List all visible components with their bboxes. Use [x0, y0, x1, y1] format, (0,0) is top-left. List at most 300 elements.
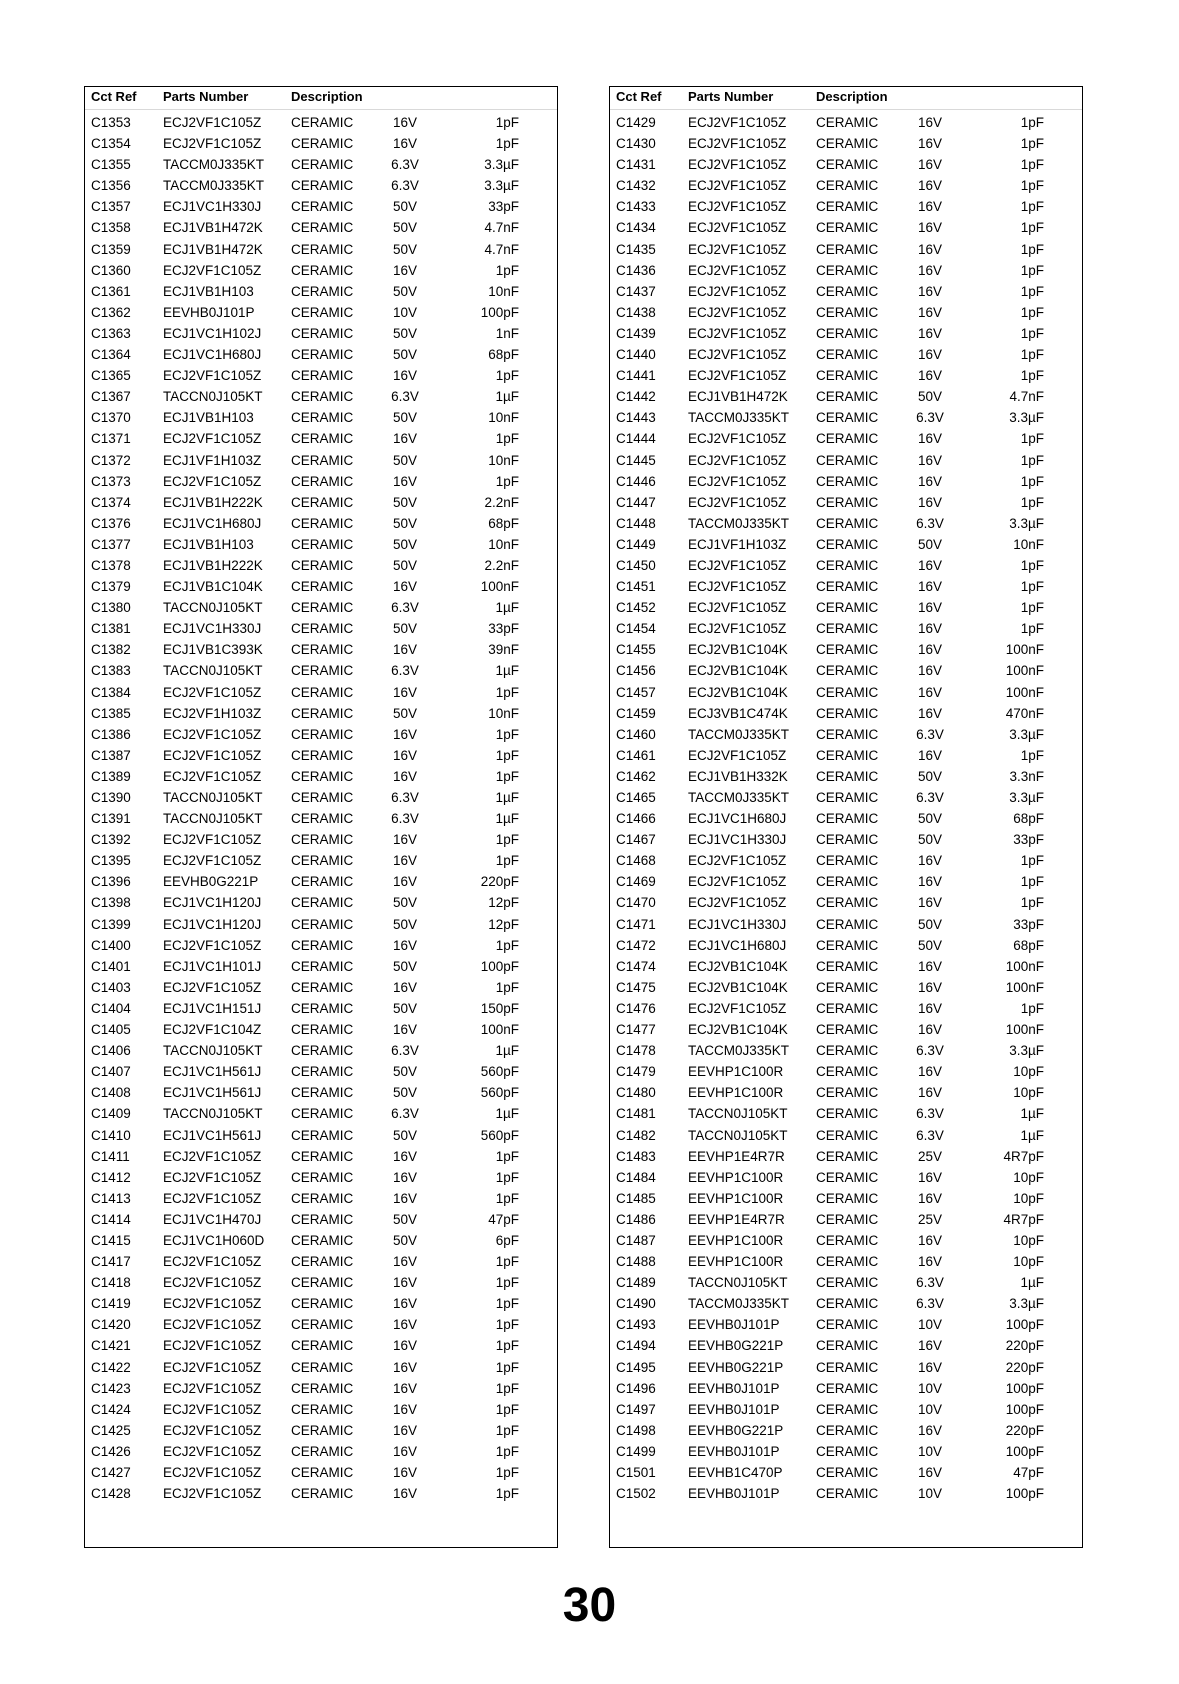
cct-ref-cell: C1496: [616, 1380, 656, 1396]
description-cell: CERAMIC: [816, 389, 879, 405]
description-cell: CERAMIC: [291, 747, 354, 763]
description-cell: CERAMIC: [816, 1190, 879, 1206]
table-row: [85, 1231, 557, 1252]
description-cell: CERAMIC: [291, 916, 354, 932]
voltage-cell: 50V: [917, 811, 943, 827]
parts-number-cell: ECJ2VF1H103Z: [163, 705, 262, 721]
parts-number-cell: ECJ1VC1H470J: [163, 1211, 262, 1227]
value-cell: 220pF: [1005, 1338, 1044, 1354]
cct-ref-cell: C1355: [91, 157, 131, 173]
value-cell: 4R7pF: [1003, 1148, 1044, 1164]
description-cell: CERAMIC: [291, 452, 354, 468]
description-cell: CERAMIC: [291, 157, 354, 173]
description-cell: CERAMIC: [291, 115, 354, 130]
description-cell: CERAMIC: [291, 410, 354, 426]
description-cell: CERAMIC: [816, 1443, 879, 1459]
description-cell: CERAMIC: [816, 368, 879, 384]
voltage-cell: 16V: [917, 979, 943, 995]
cct-ref-cell: C1411: [91, 1148, 130, 1164]
parts-number-cell: EEVHP1C100R: [688, 1085, 784, 1101]
cct-ref-cell: C1398: [91, 895, 131, 911]
cct-ref-cell: C1502: [616, 1486, 656, 1502]
parts-number-cell: TACCN0J105KT: [163, 811, 263, 827]
voltage-cell: 10V: [392, 304, 418, 320]
parts-number-cell: EEVHB0G221P: [688, 1338, 784, 1354]
cct-ref-cell: C1415: [91, 1232, 131, 1248]
voltage-cell: 16V: [917, 747, 943, 763]
cct-ref-cell: C1431: [616, 157, 656, 173]
description-cell: CERAMIC: [816, 304, 879, 320]
description-cell: CERAMIC: [816, 768, 879, 784]
voltage-cell: 16V: [392, 136, 418, 152]
description-cell: CERAMIC: [816, 283, 879, 299]
description-cell: CERAMIC: [291, 494, 354, 510]
parts-number-cell: ECJ2VF1C105Z: [163, 1443, 262, 1459]
voltage-cell: 50V: [917, 832, 943, 848]
page-number: 30: [562, 1579, 617, 1632]
cct-ref-cell: C1404: [91, 1000, 131, 1016]
table-row: [610, 1442, 1082, 1463]
table-row: [85, 1273, 557, 1294]
cct-ref-cell: C1376: [91, 515, 131, 531]
table-row: [610, 1400, 1082, 1421]
parts-number-cell: ECJ1VB1H103: [163, 410, 254, 426]
value-cell: 3.3µF: [1009, 790, 1044, 805]
voltage-cell: 16V: [917, 1169, 943, 1185]
value-cell: 12pF: [488, 895, 519, 911]
table-row: [610, 197, 1082, 218]
voltage-cell: 16V: [917, 368, 943, 384]
parts-number-cell: TACCN0J105KT: [163, 1043, 263, 1059]
value-cell: 1pF: [1020, 579, 1044, 595]
cct-ref-cell: C1353: [91, 115, 131, 130]
description-cell: CERAMIC: [291, 1022, 354, 1038]
table-row: [85, 1463, 557, 1484]
value-cell: 68pF: [488, 515, 519, 531]
parts-number-cell: ECJ2VF1C105Z: [163, 1190, 262, 1206]
parts-number-cell: ECJ2VF1C105Z: [163, 1338, 262, 1354]
description-cell: CERAMIC: [291, 874, 354, 890]
cct-ref-cell: C1412: [91, 1169, 131, 1185]
description-cell: CERAMIC: [816, 790, 879, 805]
voltage-cell: 16V: [392, 1317, 418, 1333]
value-cell: 220pF: [480, 874, 519, 890]
parts-number-cell: EEVHB1C470P: [688, 1465, 783, 1480]
parts-number-cell: ECJ2VF1C105Z: [163, 979, 262, 995]
table-row: [610, 1336, 1082, 1357]
parts-number-cell: ECJ2VF1C105Z: [688, 178, 787, 194]
table-row: [85, 640, 557, 661]
parts-number-cell: ECJ1VC1H680J: [688, 937, 787, 953]
voltage-cell: 50V: [392, 536, 418, 552]
voltage-cell: 16V: [392, 368, 418, 384]
value-cell: 1pF: [495, 1254, 519, 1270]
voltage-cell: 16V: [917, 157, 943, 173]
voltage-cell: 16V: [392, 1190, 418, 1206]
value-cell: 560pF: [480, 1127, 519, 1143]
value-cell: 68pF: [1013, 937, 1044, 953]
parts-number-cell: ECJ2VF1C105Z: [688, 220, 787, 236]
description-cell: CERAMIC: [291, 1443, 354, 1459]
table-row: [85, 261, 557, 282]
header-parts-number: Parts Number: [163, 89, 249, 104]
table-body: [85, 113, 557, 1505]
voltage-cell: 10V: [917, 1317, 943, 1333]
table-row: [85, 957, 557, 978]
value-cell: 3.3µF: [484, 178, 519, 194]
voltage-cell: 50V: [392, 1232, 418, 1248]
description-cell: CERAMIC: [291, 389, 354, 405]
parts-number-cell: EEVHB0J101P: [688, 1401, 780, 1417]
parts-number-cell: EEVHB0G221P: [688, 1359, 784, 1375]
voltage-cell: 16V: [392, 979, 418, 995]
description-cell: CERAMIC: [816, 431, 879, 447]
voltage-cell: 16V: [917, 241, 943, 257]
voltage-cell: 16V: [392, 642, 418, 658]
table-row: [85, 767, 557, 788]
parts-number-cell: ECJ2VF1C105Z: [688, 557, 787, 573]
parts-number-cell: ECJ1VC1H680J: [163, 347, 262, 363]
parts-number-cell: TACCN0J105KT: [163, 389, 263, 405]
table-row: [610, 788, 1082, 809]
parts-number-cell: ECJ3VB1C474K: [688, 705, 788, 721]
description-cell: CERAMIC: [816, 684, 879, 700]
table-row: [85, 218, 557, 239]
cct-ref-cell: C1467: [616, 832, 656, 848]
description-cell: CERAMIC: [816, 494, 879, 510]
description-cell: CERAMIC: [291, 515, 354, 531]
table-row: [85, 1168, 557, 1189]
value-cell: 1pF: [495, 684, 519, 700]
value-cell: 1µF: [495, 663, 519, 679]
table-row: [85, 535, 557, 556]
parts-number-cell: ECJ1VB1C393K: [163, 642, 263, 658]
voltage-cell: 16V: [917, 1064, 943, 1080]
table-row: [610, 1041, 1082, 1062]
description-cell: CERAMIC: [291, 1401, 354, 1417]
cct-ref-cell: C1432: [616, 178, 656, 194]
table-row: [85, 282, 557, 303]
table-row: [610, 893, 1082, 914]
table-row: [610, 1210, 1082, 1231]
voltage-cell: 16V: [917, 684, 943, 700]
cct-ref-cell: C1477: [616, 1022, 656, 1038]
voltage-cell: 50V: [917, 937, 943, 953]
cct-ref-cell: C1497: [616, 1401, 656, 1417]
cct-ref-cell: C1378: [91, 557, 131, 573]
parts-number-cell: ECJ1VB1H472K: [163, 241, 263, 257]
cct-ref-cell: C1448: [616, 515, 656, 531]
table-row: [610, 577, 1082, 598]
voltage-cell: 16V: [392, 115, 418, 130]
description-cell: CERAMIC: [291, 1486, 354, 1502]
parts-number-cell: ECJ2VF1C105Z: [163, 1317, 262, 1333]
voltage-cell: 50V: [392, 494, 418, 510]
voltage-cell: 6.3V: [391, 811, 419, 827]
description-cell: CERAMIC: [291, 726, 354, 742]
value-cell: 1pF: [495, 473, 519, 489]
table-row: [85, 1020, 557, 1041]
table-row: [85, 1379, 557, 1400]
voltage-cell: 50V: [392, 621, 418, 637]
voltage-cell: 50V: [392, 958, 418, 974]
description-cell: CERAMIC: [816, 1000, 879, 1016]
table-row: [610, 746, 1082, 767]
voltage-cell: 16V: [917, 853, 943, 869]
parts-number-cell: TACCM0J335KT: [688, 1043, 790, 1059]
table-row: [85, 809, 557, 830]
value-cell: 1pF: [1020, 136, 1044, 152]
voltage-cell: 16V: [917, 1254, 943, 1270]
voltage-cell: 6.3V: [391, 178, 419, 194]
description-cell: CERAMIC: [291, 705, 354, 721]
cct-ref-cell: C1494: [616, 1338, 656, 1354]
table-row: [85, 240, 557, 261]
table-row: [610, 1147, 1082, 1168]
description-cell: CERAMIC: [816, 536, 879, 552]
description-cell: CERAMIC: [816, 832, 879, 848]
cct-ref-cell: C1460: [616, 726, 656, 742]
parts-number-cell: ECJ2VF1C105Z: [688, 304, 787, 320]
parts-number-cell: ECJ1VC1H101J: [163, 958, 262, 974]
voltage-cell: 16V: [392, 768, 418, 784]
voltage-cell: 16V: [917, 1085, 943, 1101]
value-cell: 1pF: [495, 1401, 519, 1417]
cct-ref-cell: C1436: [616, 262, 656, 278]
parts-number-cell: TACCM0J335KT: [163, 157, 265, 173]
table-row: [610, 176, 1082, 197]
voltage-cell: 16V: [392, 726, 418, 742]
description-cell: CERAMIC: [816, 1085, 879, 1101]
voltage-cell: 16V: [917, 325, 943, 341]
table-row: [85, 1083, 557, 1104]
parts-number-cell: ECJ1VC1H060D: [163, 1232, 265, 1248]
description-cell: CERAMIC: [291, 262, 354, 278]
value-cell: 560pF: [480, 1064, 519, 1080]
description-cell: CERAMIC: [291, 1064, 354, 1080]
voltage-cell: 16V: [392, 579, 418, 595]
description-cell: CERAMIC: [816, 410, 879, 426]
description-cell: CERAMIC: [291, 1085, 354, 1101]
cct-ref-cell: C1423: [91, 1380, 131, 1396]
description-cell: CERAMIC: [291, 325, 354, 341]
parts-number-cell: ECJ2VF1C105Z: [163, 368, 262, 384]
table-row: [85, 830, 557, 851]
value-cell: 1µF: [1020, 1275, 1044, 1291]
voltage-cell: 25V: [917, 1211, 943, 1227]
parts-number-cell: ECJ2VB1C104K: [688, 684, 788, 700]
header-description: Description: [291, 89, 363, 104]
value-cell: 100pF: [1005, 1443, 1044, 1459]
description-cell: CERAMIC: [291, 1296, 354, 1312]
value-cell: 1pF: [1020, 1000, 1044, 1016]
table-row: [85, 113, 557, 134]
description-cell: CERAMIC: [816, 726, 879, 742]
cct-ref-cell: C1371: [91, 431, 131, 447]
value-cell: 1pF: [495, 1465, 519, 1480]
table-row: [610, 809, 1082, 830]
voltage-cell: 16V: [917, 1022, 943, 1038]
table-row: [85, 493, 557, 514]
parts-number-cell: ECJ2VF1C105Z: [688, 283, 787, 299]
parts-number-cell: EEVHP1C100R: [688, 1169, 784, 1185]
cct-ref-cell: C1437: [616, 283, 656, 299]
parts-number-cell: EEVHP1C100R: [688, 1232, 784, 1248]
voltage-cell: 50V: [392, 557, 418, 573]
table-row: [610, 429, 1082, 450]
value-cell: 1pF: [495, 1486, 519, 1502]
description-cell: CERAMIC: [291, 1106, 354, 1122]
parts-number-cell: ECJ1VC1H680J: [688, 811, 787, 827]
voltage-cell: 50V: [392, 916, 418, 932]
cct-ref-cell: C1414: [91, 1211, 131, 1227]
voltage-cell: 6.3V: [391, 389, 419, 405]
value-cell: 1pF: [495, 368, 519, 384]
table-row: [85, 429, 557, 450]
cct-ref-cell: C1392: [91, 832, 131, 848]
cct-ref-cell: C1386: [91, 726, 131, 742]
voltage-cell: 16V: [917, 621, 943, 637]
cct-ref-cell: C1407: [91, 1064, 131, 1080]
value-cell: 1pF: [1020, 895, 1044, 911]
table-row: [610, 1168, 1082, 1189]
voltage-cell: 16V: [392, 832, 418, 848]
parts-number-cell: EEVHB0J101P: [688, 1317, 780, 1333]
parts-number-cell: ECJ2VF1C105Z: [163, 1169, 262, 1185]
header-cct-ref: Cct Ref: [616, 89, 662, 104]
parts-number-cell: ECJ1VC1H561J: [163, 1127, 262, 1143]
table-row: [85, 1400, 557, 1421]
parts-number-cell: ECJ2VF1C105Z: [688, 579, 787, 595]
value-cell: 33pF: [1013, 832, 1044, 848]
voltage-cell: 16V: [392, 1380, 418, 1396]
parts-number-cell: ECJ2VB1C104K: [688, 663, 788, 679]
table-row: [610, 493, 1082, 514]
cct-ref-cell: C1440: [616, 347, 656, 363]
cct-ref-cell: C1439: [616, 325, 656, 341]
parts-number-cell: ECJ2VF1C105Z: [688, 136, 787, 152]
value-cell: 1pF: [495, 262, 519, 278]
value-cell: 1µF: [495, 1106, 519, 1122]
cct-ref-cell: C1430: [616, 136, 656, 152]
table-row: [85, 851, 557, 872]
table-row: [85, 1421, 557, 1442]
description-cell: CERAMIC: [816, 874, 879, 890]
cct-ref-cell: C1449: [616, 536, 656, 552]
value-cell: 2.2nF: [484, 557, 519, 573]
description-cell: CERAMIC: [816, 1106, 879, 1122]
parts-number-cell: TACCN0J105KT: [163, 600, 263, 616]
voltage-cell: 16V: [392, 1169, 418, 1185]
description-cell: CERAMIC: [291, 347, 354, 363]
table-row: [610, 1273, 1082, 1294]
description-cell: CERAMIC: [291, 1338, 354, 1354]
table-row: [610, 1126, 1082, 1147]
value-cell: 47pF: [1013, 1465, 1044, 1480]
parts-number-cell: ECJ2VF1C105Z: [163, 1401, 262, 1417]
table-row: [85, 1104, 557, 1125]
description-cell: CERAMIC: [291, 1380, 354, 1396]
voltage-cell: 16V: [917, 115, 943, 130]
voltage-cell: 16V: [917, 874, 943, 890]
value-cell: 1pF: [495, 1296, 519, 1312]
cct-ref-cell: C1425: [91, 1422, 131, 1438]
voltage-cell: 16V: [392, 1401, 418, 1417]
voltage-cell: 50V: [917, 389, 943, 405]
cct-ref-cell: C1442: [616, 389, 656, 405]
value-cell: 1pF: [1020, 115, 1044, 130]
value-cell: 10pF: [1013, 1232, 1044, 1248]
value-cell: 1pF: [1020, 473, 1044, 489]
table-row: [85, 619, 557, 640]
cct-ref-cell: C1364: [91, 347, 131, 363]
value-cell: 100pF: [1005, 1401, 1044, 1417]
parts-number-cell: EEVHB0G221P: [163, 874, 259, 890]
parts-number-cell: EEVHB0J101P: [688, 1443, 780, 1459]
cct-ref-cell: C1361: [91, 283, 131, 299]
value-cell: 4.7nF: [484, 241, 519, 257]
parts-number-cell: ECJ2VF1C105Z: [688, 895, 787, 911]
parts-number-cell: ECJ2VF1C105Z: [688, 747, 787, 763]
value-cell: 10pF: [1013, 1190, 1044, 1206]
cct-ref-cell: C1382: [91, 642, 131, 658]
parts-number-cell: ECJ2VB1C104K: [688, 642, 788, 658]
voltage-cell: 16V: [917, 304, 943, 320]
description-cell: CERAMIC: [816, 663, 879, 679]
description-cell: CERAMIC: [816, 811, 879, 827]
cct-ref-cell: C1461: [616, 747, 656, 763]
header-description: Description: [816, 89, 888, 104]
parts-number-cell: ECJ1VB1H103: [163, 283, 254, 299]
description-cell: CERAMIC: [816, 621, 879, 637]
table-row: [610, 1104, 1082, 1125]
value-cell: 68pF: [488, 347, 519, 363]
table-row: [85, 155, 557, 176]
table-row: [610, 1189, 1082, 1210]
cct-ref-cell: C1471: [616, 916, 656, 932]
parts-number-cell: ECJ1VC1H330J: [688, 832, 787, 848]
table-row: [85, 1442, 557, 1463]
table-row: [85, 1062, 557, 1083]
voltage-cell: 50V: [392, 1085, 418, 1101]
table-row: [610, 303, 1082, 324]
table-row: [610, 915, 1082, 936]
value-cell: 1pF: [1020, 199, 1044, 215]
value-cell: 1µF: [495, 790, 519, 805]
voltage-cell: 16V: [917, 579, 943, 595]
voltage-cell: 16V: [917, 705, 943, 721]
value-cell: 1pF: [1020, 853, 1044, 869]
voltage-cell: 16V: [917, 283, 943, 299]
table-row: [85, 1358, 557, 1379]
value-cell: 3.3µF: [1009, 410, 1044, 426]
cct-ref-cell: C1377: [91, 536, 131, 552]
voltage-cell: 16V: [917, 347, 943, 363]
parts-number-cell: EEVHP1E4R7R: [688, 1211, 785, 1227]
description-cell: CERAMIC: [816, 473, 879, 489]
value-cell: 560pF: [480, 1085, 519, 1101]
voltage-cell: 16V: [917, 958, 943, 974]
table-row: [610, 598, 1082, 619]
cct-ref-cell: C1493: [616, 1317, 656, 1333]
voltage-cell: 16V: [392, 1296, 418, 1312]
cct-ref-cell: C1421: [91, 1338, 131, 1354]
description-cell: CERAMIC: [291, 241, 354, 257]
value-cell: 100pF: [1005, 1380, 1044, 1396]
description-cell: CERAMIC: [816, 347, 879, 363]
table-row: [610, 1062, 1082, 1083]
value-cell: 1pF: [1020, 347, 1044, 363]
